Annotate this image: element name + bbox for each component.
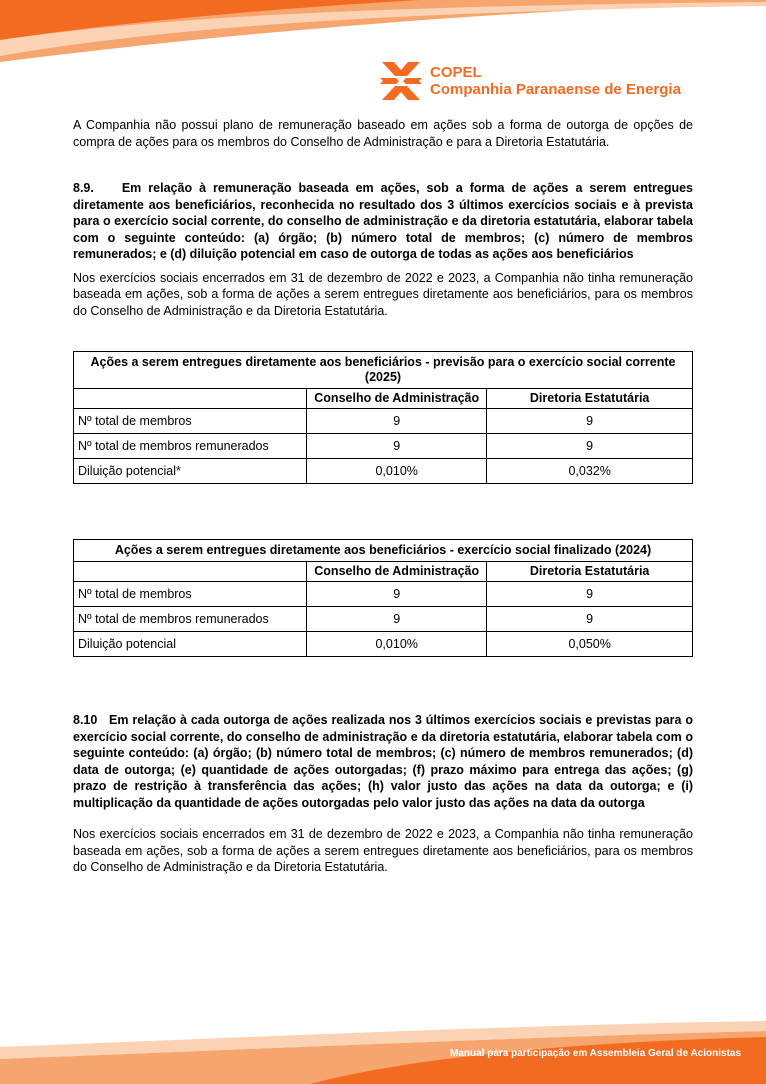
cell-value: 9 [307,409,487,434]
copel-logo-icon [380,60,422,102]
footer-text: Manual para participação em Assembleia Geral de Acionistas [450,1048,742,1059]
intro-paragraph: A Companhia não possui plano de remuneração baseado em ações sob a forma de outorga de opções de compra de ações para os membros do Conselho de Administração e para a Diretoria Estatutária. [73,118,693,149]
row-label: Nº total de membros remunerados [74,434,307,459]
cell-value: 9 [487,582,693,607]
page-content [73,117,693,876]
cell-value: 9 [307,582,487,607]
section-8-9-body: Nos exercícios sociais encerrados em 31 de dezembro de 2022 e 2023, a Companhia não tinha remuneração baseada em ações, sob a forma de ações a serem entregues diretamente aos beneficiários, para os membros do Conselho de Administração e da Diretoria Estatutária. [73,270,693,318]
table-row [74,409,693,434]
cell-value: 9 [487,409,693,434]
table-2024-col-conselho: Conselho de Administração [307,562,487,582]
cell-value: 9 [487,434,693,459]
cell-value: 0,010% [307,459,487,484]
cell-value: 9 [487,607,693,632]
logo-brand: COPEL [430,64,482,81]
table-2025-col-diretoria: Diretoria Estatutária [487,389,693,409]
row-label: Nº total de membros [74,582,307,607]
table-2025-title: Ações a serem entregues diretamente aos beneficiários - previsão para o exercício social corrente (2025) [74,352,693,389]
table-2025-empty-header [74,389,307,409]
cell-value: 0,050% [487,632,693,657]
table-row [74,632,693,657]
row-label: Diluição potencial [74,632,307,657]
section-8-10-heading: 8.10 Em relação à cada outorga de ações realizada nos 3 últimos exercícios sociais e previstas para o exercício social corrente, do conselho de administração e da diretoria estatutária, elaborar tabela com o seguinte conteúdo: (a) órgão; (b) número total de membros; (c) número de membros remunerados; (d) data de outorga; (e) quantidade de ações outorgadas; (f) prazo máximo para entrega das ações; (g) prazo de restrição à transferência das ações; (h) valor justo das ações na data da outorga; e (i) multiplicação da quantidade de ações outorgadas pelo valor justo das ações na data da outorga [73,713,693,810]
row-label: Nº total de membros [74,409,307,434]
table-row [74,607,693,632]
row-label: Diluição potencial* [74,459,307,484]
table-2025 [73,351,693,484]
cell-value: 9 [307,434,487,459]
cell-value: 9 [307,607,487,632]
logo-company-name: Companhia Paranaense de Energia [430,81,681,98]
table-2025-col-conselho: Conselho de Administração [307,389,487,409]
row-label: Nº total de membros remunerados [74,607,307,632]
table-row [74,459,693,484]
table-2024-title: Ações a serem entregues diretamente aos beneficiários - exercício social finalizado (2024) [74,540,693,562]
table-2024-col-diretoria: Diretoria Estatutária [487,562,693,582]
cell-value: 0,010% [307,632,487,657]
section-8-10-body: Nos exercícios sociais encerrados em 31 de dezembro de 2022 e 2023, a Companhia não tinha remuneração baseada em ações, sob a forma de ações a serem entregues diretamente aos beneficiários, para os membros do Conselho de Administração e da Diretoria Estatutária. [73,827,693,874]
cell-value: 0,032% [487,459,693,484]
table-2024 [73,539,693,657]
table-row [74,582,693,607]
table-row [74,434,693,459]
section-8-9-heading: 8.9. Em relação à remuneração baseada em ações, sob a forma de ações a serem entregues diretamente aos beneficiários, reconhecida no resultado dos 3 últimos exercícios sociais e à prevista para o exercício social corrente, do conselho de administração e da diretoria estatutária, elaborar tabela com o seguinte conteúdo: (a) órgão; (b) número total de membros; (c) número de membros remunerados; e (d) diluição potencial em caso de outorga de todas as ações aos beneficiários [73,181,693,261]
table-2024-empty-header [74,562,307,582]
copel-logo [380,60,695,102]
